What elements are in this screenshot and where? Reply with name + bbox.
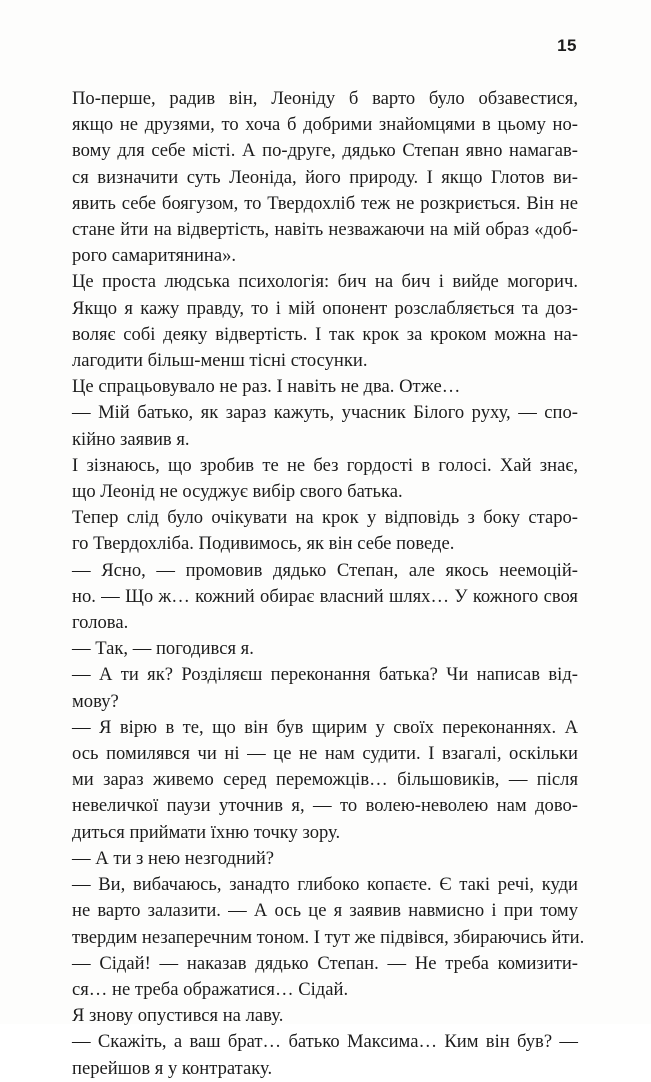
text-line: Якщо я кажу правду, то і мій опонент розслабляється та доз- [72,297,578,319]
text-line: не варто залазити. — А ось це я заявив навмисно і при тому [72,900,578,922]
text-line: голова. [72,612,129,634]
text-line: кійно заявив я. [72,428,190,450]
text-line: — Ви, вибачаюсь, занадто глибоко копаєте. Є такі речі, куди [72,874,578,896]
text-line: вому для себе місті. А по-друге, дядько Степан явно намагав- [72,140,578,162]
text-line: — Сідай! — наказав дядько Степан. — Не треба комизити- [72,952,578,974]
text-line: Я знову опустився на лаву. [72,1005,284,1027]
text-line: — Так, — погодився я. [72,638,254,660]
text-line: воляє собі деяку відвертість. І так крок за кроком можна на- [72,323,578,345]
text-line: но. — Що ж… кожний обирає власний шлях… У кожного своя [72,585,578,607]
text-line: ся визначити суть Леоніда, його природу. І якщо Глотов ви- [72,166,578,188]
text-line: ся… не треба ображатися… Сідай. [72,978,349,1000]
text-line: ось помилявся чи ні — це не нам судити. І взагалі, оскільки [72,743,578,765]
text-line: якщо не друзями, то хоча б добрими знайомцями в цьому но- [72,114,578,136]
text-line: явить себе боягузом, то Твердохліб теж не розкриється. Він не [72,192,578,214]
text-line: диться приймати їхню точку зору. [72,821,341,843]
text-line: твердим незаперечним тоном. І тут же підвівся, збираючись йти. [72,926,585,948]
text-line: мову? [72,690,119,712]
text-line: невеличкої паузи уточнив я, — то волею-неволею нам дово- [72,795,578,817]
text-line: — Я вірю в те, що він був щирим у своїх переконаннях. А [72,716,578,738]
text-line: рого самаритянина». [72,245,237,267]
text-line: го Твердохліба. Подивимось, як він себе поведе. [72,533,455,555]
text-line: стане йти на відвертість, навіть незважаючи на мій образ «доб- [72,219,578,241]
text-line: лагодити більш-менш тісні стосунки. [72,350,368,372]
text-line: І зізнаюсь, що зробив те не без гордості в голосі. Хай знає, [72,454,578,476]
text-line: По-перше, радив він, Леоніду б варто було обзавестися, [72,88,578,109]
text-line: — Скажіть, а ваш брат… батько Максима… Ким він був? — [72,1031,578,1053]
text-line: — Мій батько, як зараз кажуть, учасник Білого руху, — спо- [72,402,578,424]
text-line: перейшов я у контратаку. [72,1057,273,1079]
text-line: Це спрацьовувало не раз. І навіть не два. Отже… [72,376,461,398]
text-line: Тепер слід було очікувати на крок у відповідь з боку старо- [72,507,578,529]
text-line: ми зараз живемо серед переможців… більшовиків, — після [72,769,578,791]
text-line: — А ти з нею незгодний? [72,847,275,869]
page-number: 15 [557,36,577,55]
text-line: Це проста людська психологія: бич на бич і вийде могорич. [72,271,578,293]
text-line: — А ти як? Розділяєш переконання батька? Чи написав від- [72,664,578,686]
text-line: що Леонід не осуджує вибір свого батька. [72,481,403,503]
body-text [72,86,585,1082]
text-line: — Ясно, — промовив дядько Степан, але якось неемоцій- [72,559,578,581]
